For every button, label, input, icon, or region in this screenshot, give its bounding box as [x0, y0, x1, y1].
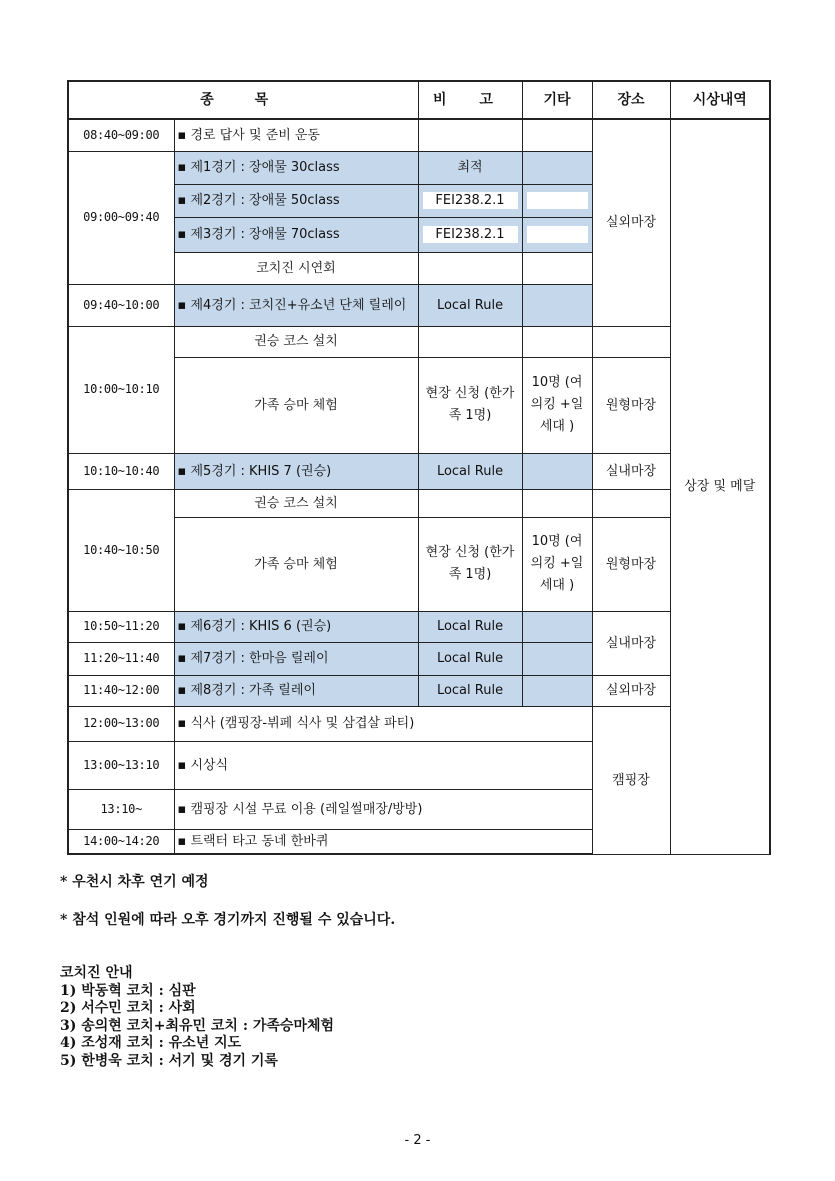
- note-text: FEI238.2.1: [423, 226, 518, 243]
- blank-box: [527, 226, 588, 243]
- time-cell: 12:00~13:00: [68, 706, 174, 741]
- place-cell: 원형마장: [592, 517, 670, 611]
- time-cell: 09:00~09:40: [68, 151, 174, 284]
- etc-cell: [522, 151, 592, 184]
- note-cell: [418, 217, 522, 252]
- coach-guide: [60, 965, 334, 1070]
- note-cell: 최적: [418, 151, 522, 184]
- note-cell: [418, 252, 522, 284]
- item-cell: ▪ 제4경기 : 코치진+유소년 단체 릴레이: [174, 284, 418, 326]
- header-note: 비 고: [418, 81, 522, 119]
- item-cell: 권승 코스 설치: [174, 326, 418, 357]
- time-cell: 13:10~: [68, 789, 174, 829]
- table-row: [68, 119, 770, 151]
- table-row: [68, 517, 770, 611]
- etc-cell: [522, 284, 592, 326]
- etc-cell: [522, 326, 592, 357]
- time-cell: 10:10~10:40: [68, 453, 174, 489]
- coach-guide-item: 3) 송의현 코치+최유민 코치 : 가족승마체험: [60, 1017, 335, 1034]
- item-cell: 가족 승마 체험: [174, 357, 418, 453]
- place-cell: 원형마장: [592, 357, 670, 453]
- schedule-table: [67, 80, 771, 855]
- item-cell: ▪ 제6경기 : KHIS 6 (권승): [174, 611, 418, 642]
- etc-cell: [522, 675, 592, 706]
- afternoon-note: * 참석 인원에 따라 오후 경기까지 진행될 수 있습니다.: [60, 912, 396, 928]
- note-text: FEI238.2.1: [423, 192, 518, 209]
- time-cell: 11:20~11:40: [68, 642, 174, 675]
- place-cell: 실외마장: [592, 119, 670, 326]
- note-cell: [418, 119, 522, 151]
- table-row: [68, 326, 770, 357]
- time-cell: 11:40~12:00: [68, 675, 174, 706]
- coach-guide-title: 코치진 안내: [60, 965, 133, 981]
- note-cell: [418, 326, 522, 357]
- note-cell: [418, 489, 522, 517]
- item-cell: 코치진 시연회: [174, 252, 418, 284]
- note-cell: 현장 신청 (한가족 1명): [418, 517, 522, 611]
- place-cell: 실외마장: [592, 675, 670, 706]
- place-cell: 캠핑장: [592, 706, 670, 854]
- item-cell: ▪ 제8경기 : 가족 릴레이: [174, 675, 418, 706]
- place-cell: [592, 326, 670, 357]
- coach-guide-item: 2) 서수민 코치 : 사회: [60, 1000, 196, 1016]
- time-cell: 10:50~11:20: [68, 611, 174, 642]
- etc-cell: [522, 489, 592, 517]
- place-cell: 실내마장: [592, 611, 670, 675]
- table-row: [68, 675, 770, 706]
- note-cell: Local Rule: [418, 675, 522, 706]
- etc-cell: 10명 (여의킹 +일세대 ): [522, 517, 592, 611]
- time-cell: 10:00~10:10: [68, 326, 174, 453]
- rain-note: * 우천시 차후 연기 예정: [60, 874, 209, 890]
- item-cell: ▪ 식사 (캠핑장-뷔페 식사 및 삼겹살 파티): [174, 706, 592, 741]
- item-cell: ▪ 제7경기 : 한마음 릴레이: [174, 642, 418, 675]
- note-cell: Local Rule: [418, 642, 522, 675]
- time-cell: 14:00~14:20: [68, 829, 174, 854]
- time-cell: 13:00~13:10: [68, 741, 174, 789]
- item-cell: ▪ 경로 답사 및 준비 운동: [174, 119, 418, 151]
- etc-cell: [522, 217, 592, 252]
- note-cell: Local Rule: [418, 284, 522, 326]
- award-cell: 상장 및 메달: [670, 119, 770, 854]
- time-cell: 09:40~10:00: [68, 284, 174, 326]
- item-cell: ▪ 제3경기 : 장애물 70class: [174, 217, 418, 252]
- time-cell: 08:40~09:00: [68, 119, 174, 151]
- etc-cell: [522, 453, 592, 489]
- item-cell: 권승 코스 설치: [174, 489, 418, 517]
- etc-cell: 10명 (여의킹 +일세대 ): [522, 357, 592, 453]
- header-place: 장소: [592, 81, 670, 119]
- item-cell: 가족 승마 체험: [174, 517, 418, 611]
- etc-cell: [522, 252, 592, 284]
- note-cell: Local Rule: [418, 453, 522, 489]
- etc-cell: [522, 642, 592, 675]
- etc-cell: [522, 184, 592, 217]
- page-number: - 2 -: [404, 1133, 431, 1148]
- table-row: [68, 357, 770, 453]
- item-cell: ▪ 트랙터 타고 동네 한바퀴: [174, 829, 592, 854]
- table-row: [68, 611, 770, 642]
- table-row: [68, 706, 770, 741]
- time-cell: 10:40~10:50: [68, 489, 174, 611]
- etc-cell: [522, 119, 592, 151]
- item-cell: ▪ 제5경기 : KHIS 7 (권승): [174, 453, 418, 489]
- note-cell: [418, 184, 522, 217]
- header-award: 시상내역: [670, 81, 770, 119]
- place-cell: [592, 489, 670, 517]
- blank-box: [527, 192, 588, 209]
- item-cell: ▪ 제2경기 : 장애물 50class: [174, 184, 418, 217]
- item-cell: ▪ 제1경기 : 장애물 30class: [174, 151, 418, 184]
- etc-cell: [522, 611, 592, 642]
- note-cell: Local Rule: [418, 611, 522, 642]
- note-cell: 현장 신청 (한가족 1명): [418, 357, 522, 453]
- table-header-row: [68, 81, 770, 119]
- item-cell: ▪ 캠핑장 시설 무료 이용 (레일썰매장/방방): [174, 789, 592, 829]
- table-row: [68, 453, 770, 489]
- item-cell: ▪ 시상식: [174, 741, 592, 789]
- coach-guide-item: 5) 한병욱 코치 : 서기 및 경기 기록: [60, 1052, 278, 1069]
- place-cell: 실내마장: [592, 453, 670, 489]
- header-item: 종 목: [68, 81, 418, 119]
- coach-guide-item: 4) 조성재 코치 : 유소년 지도: [60, 1035, 242, 1051]
- table-row: [68, 489, 770, 517]
- coach-guide-item: 1) 박동혁 코치 : 심판: [60, 982, 196, 999]
- header-etc: 기타: [522, 81, 592, 119]
